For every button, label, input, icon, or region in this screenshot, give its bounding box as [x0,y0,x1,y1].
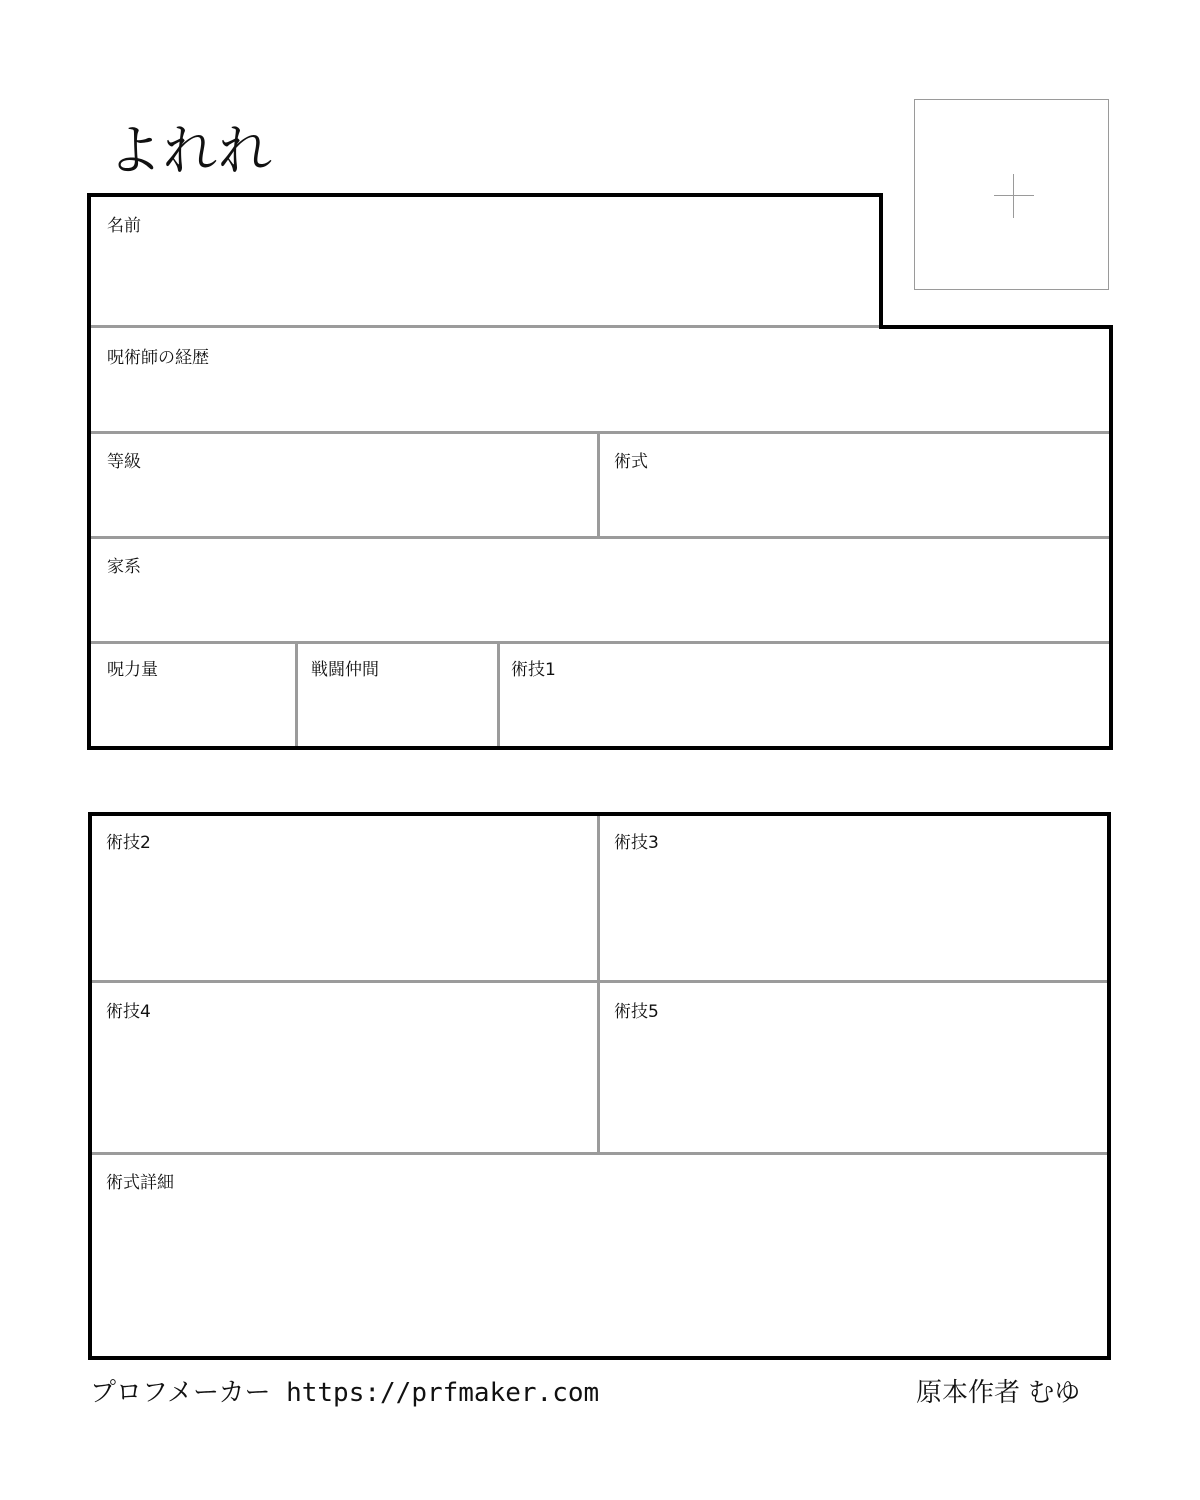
grade-label: 等級 [107,452,141,472]
photo-upload-box[interactable] [914,99,1109,290]
skill3-label: 術技3 [614,833,659,853]
name-label: 名前 [107,216,141,236]
cursed-energy-label: 呪力量 [107,660,158,680]
cursed-energy-field[interactable] [91,644,295,746]
skill5-field[interactable] [600,983,1107,1152]
footer-site-link[interactable]: プロフメーカー https://prfmaker.com [90,1378,600,1408]
name-field[interactable] [91,197,879,325]
skill4-field[interactable] [92,983,597,1152]
page-title: よれれ [108,119,273,182]
technique-detail-field[interactable] [92,1155,1107,1356]
skill4-label: 術技4 [106,1002,151,1022]
history-label: 呪術師の経歴 [107,348,209,368]
skill1-field[interactable] [500,644,1109,746]
companions-field[interactable] [298,644,497,746]
skill1-label: 術技1 [511,660,556,680]
technique-field[interactable] [600,434,1109,536]
skill2-field[interactable] [92,816,597,980]
skill3-field[interactable] [600,816,1107,980]
family-label: 家系 [107,557,141,577]
footer-author-credit: 原本作者 むゆ [916,1378,1081,1408]
history-field[interactable] [91,328,1109,431]
grade-field[interactable] [91,434,597,536]
skill5-label: 術技5 [614,1002,659,1022]
technique-detail-label: 術式詳細 [106,1173,174,1193]
skill2-label: 術技2 [106,833,151,853]
companions-label: 戦闘仲間 [311,660,379,680]
technique-label: 術式 [614,452,648,472]
family-field[interactable] [91,539,1109,641]
